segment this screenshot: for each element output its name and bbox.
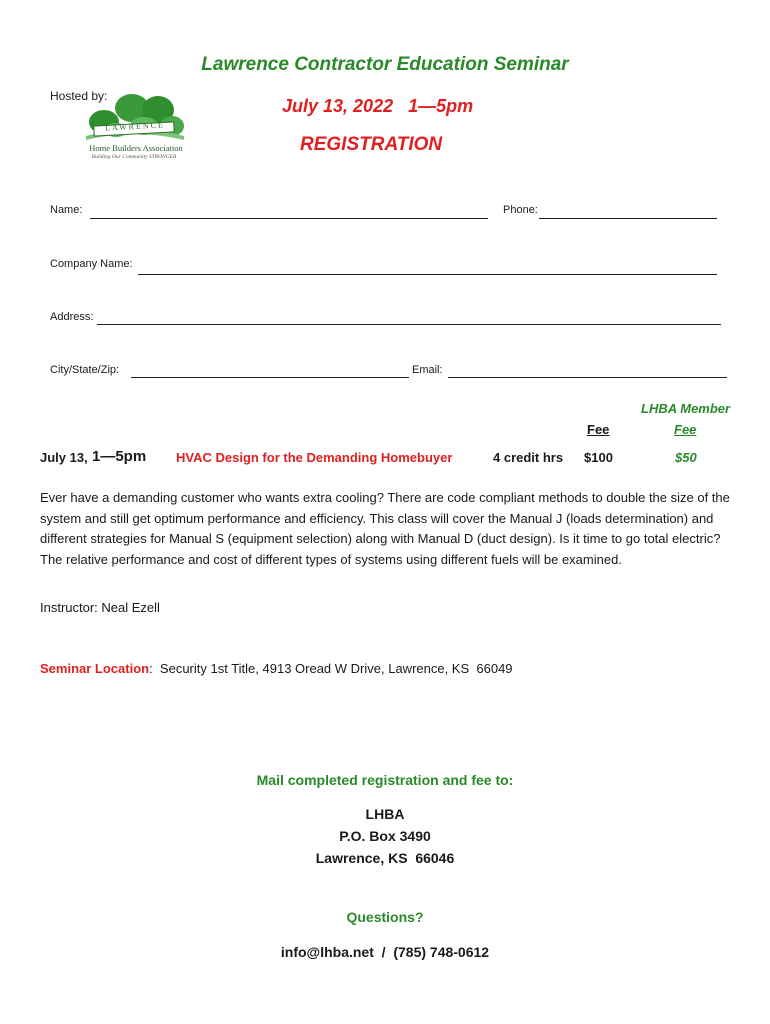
location-label: Seminar Location xyxy=(40,661,150,676)
session-credits: 4 credit hrs xyxy=(493,450,564,465)
logo-org: Home Builders Association xyxy=(89,143,183,153)
city-state-zip-label: City/State/Zip: xyxy=(50,364,120,376)
phone-field[interactable] xyxy=(539,218,717,219)
fee-header: Fee xyxy=(587,422,610,437)
member-fee-header-line2: Fee xyxy=(674,422,697,437)
session-fee: $100 xyxy=(584,450,613,465)
address-field[interactable] xyxy=(97,324,721,325)
address-label: Address: xyxy=(50,311,94,323)
mail-line-2: P.O. Box 3490 xyxy=(339,828,431,844)
lhba-logo xyxy=(80,92,188,164)
instructor: Instructor: Neal Ezell xyxy=(40,600,160,615)
seminar-date-time: July 13, 2022 1—5pm xyxy=(282,96,474,116)
company-label: Company Name: xyxy=(50,258,133,270)
registration-heading: REGISTRATION xyxy=(300,134,443,155)
questions-heading: Questions? xyxy=(346,909,424,925)
mail-heading: Mail completed registration and fee to: xyxy=(256,772,514,788)
session-title: HVAC Design for the Demanding Homebuyer xyxy=(176,450,453,465)
session-description: Ever have a demanding customer who wants extra cooling? There are code compliant methods to double the size of the system and still get optimum performance and efficiency. This class will cover the Manual J (loads determination) and different strategies for Manual S (equipment selection) along with Manual D (duct design). Is it time to go total electric? The relative performance and cost of different types of systems using different fuels will be examined. xyxy=(40,490,730,567)
company-field[interactable] xyxy=(138,274,717,275)
session-date: July 13, xyxy=(40,450,88,465)
logo-tagline: Building Our Community STRONGER xyxy=(91,154,177,160)
mail-line-1: LHBA xyxy=(365,806,405,822)
member-fee-header: LHBA Member xyxy=(641,401,731,416)
page-title: Lawrence Contractor Education Seminar xyxy=(201,54,569,75)
email-label: Email: xyxy=(412,364,443,376)
session-time: 1—5pm xyxy=(92,448,147,465)
contact-info[interactable]: info@lhba.net / (785) 748-0612 xyxy=(280,944,490,960)
city-state-zip-field[interactable] xyxy=(131,377,409,378)
name-label: Name: xyxy=(50,204,83,216)
phone-label: Phone: xyxy=(503,204,538,216)
location-value: : Security 1st Title, 4913 Oread W Drive, Lawrence, KS 66049 xyxy=(149,661,513,676)
mail-line-3: Lawrence, KS 66046 xyxy=(315,850,455,866)
email-field[interactable] xyxy=(448,377,727,378)
seminar-location xyxy=(40,661,513,676)
name-field[interactable] xyxy=(90,218,488,219)
session-member-fee: $50 xyxy=(675,450,697,465)
hosted-by-label: Hosted by: xyxy=(50,89,108,103)
logo-letters: LAWRENCE xyxy=(104,120,166,133)
